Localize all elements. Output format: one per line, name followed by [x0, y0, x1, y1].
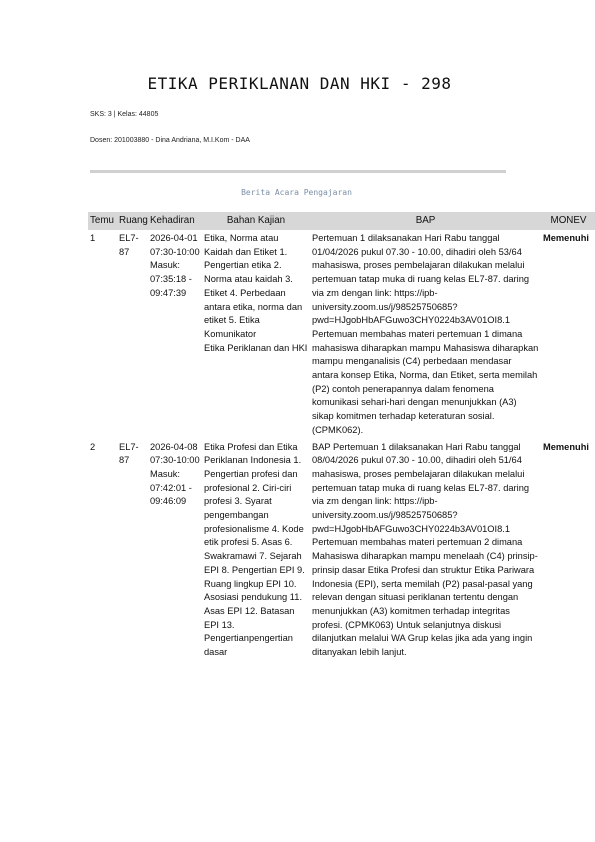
cell-ruang: EL7-87 [119, 441, 139, 466]
cell-bap: Pertemuan 1 dilaksanakan Hari Rabu tanggal 01/04/2026 pukul 07.30 - 10.00, dihadiri oleh 53/64 mahasiswa, proses pembelajaran dilakukan melalui pertemuan tatap muka di ruang kelas EL7-87. daring via zm dengan link: https://ipb-university.zoom.us/j/98525750685?pwd=HJgobHbAFGuwo3CHY0224b3AV01OI8.1 Pertemuan membahas materi pertemuan 1 dimana mahasiswa diharapkan mampu Mahasiswa diharapkan mampu menganalisis (C4) perbedaan mendasar antara konsep Etika, Norma, dan Etiket, serta memilah (P2) contoh penerapannya dalam fenomena komunikasi sehari-hari dengan menunjukkan (A3) sikap komitmen terhadap keteraturan sosial. (CPMK062). [312, 233, 539, 435]
sks-kelas-info: SKS: 3 | Kelas: 44805 [90, 111, 159, 118]
col-header-temu: Temu [88, 212, 117, 230]
cell-bahan-kajian [202, 230, 310, 439]
bap-table [88, 212, 595, 661]
cell-monev: Memenuhi [543, 233, 589, 243]
divider [90, 170, 506, 173]
table-header-row [88, 212, 595, 230]
bahan-kajian-course: Etika Periklanan dan HKI [204, 342, 308, 353]
cell-temu: 2 [90, 441, 96, 452]
cell-bahan-kajian: Etika Profesi dan Etika Periklanan Indonesia 1. Pengertian profesi dan profesional 2. Ciri-ciri profesi 3. Syarat pengembangan profesionalisme 4. Kode etik profesi 5. Asas 6. Swakramawi 7. Sejarah EPI 8. Pengertian EPI 9. Ruang lingkup EPI 10. Asosiasi pendukung 11. Asas EPI 12. Batasan EPI 13. Pengertianpengertian dasar [204, 441, 305, 658]
cell-ruang: EL7-87 [119, 233, 139, 257]
cell-temu: 1 [90, 233, 96, 243]
col-header-bahan-kajian: Bahan Kajian [202, 212, 310, 230]
cell-monev: Memenuhi [543, 441, 589, 452]
cell-bap: BAP Pertemuan 1 dilaksanakan Hari Rabu tanggal 08/04/2026 pukul 07.30 - 10.00, dihadiri oleh 51/64 mahasiswa, proses pembelajaran dilakukan melalui pertemuan tatap muka di ruang kelas EL7-87. daring via zm dengan link: https://ipb-university.zoom.us/j/98525750685?pwd=HJgobHbAFGuwo3CHY0224b3AV01OI8.1 Pertemuan membahas materi pertemuan 2 dimana Mahasiswa diharapkan mampu menelaah (C4) prinsip-prinsip dasar Etika Profesi dan struktur Etika Pariwara Indonesia (EPI), serta memilah (P2) pasal-pasal yang relevan dengan situasi periklanan tertentu dengan menunjukkan (A3) komitmen terhadap integritas profesi. (CPMK063) Untuk selanjutnya diskusi dilanjutkan melalui WA Grup kelas jika ada yang ingin ditanyakan lebih lanjut. [312, 441, 538, 658]
table-row [88, 439, 595, 661]
bahan-kajian-text: Etika, Norma atau Kaidah dan Etiket 1. Pengertian etika 2. Norma atau kaidah 3. Etiket 4. Perbedaan antara etika, norma dan etiket 5. Etika Komunikator [204, 233, 303, 339]
cell-kehadiran: 2026-04-01 07:30-10:00 Masuk: 07:35:18 - 09:47:39 [150, 233, 200, 298]
page-title: ETIKA PERIKLANAN DAN HKI - 298 [147, 74, 452, 93]
col-header-ruang: Ruang [117, 212, 148, 230]
col-header-kehadiran: Kehadiran [148, 212, 202, 230]
section-subtitle: Berita Acara Pengajaran [241, 188, 352, 197]
col-header-bap: BAP [310, 212, 541, 230]
table-row [88, 230, 595, 439]
dosen-info: Dosen: 201003880 - Dina Andriana, M.I.Kom - DAA [90, 137, 250, 144]
col-header-monev: MONEV [541, 212, 595, 230]
cell-kehadiran: 2026-04-08 07:30-10:00 Masuk: 07:42:01 - 09:46:09 [150, 441, 200, 507]
